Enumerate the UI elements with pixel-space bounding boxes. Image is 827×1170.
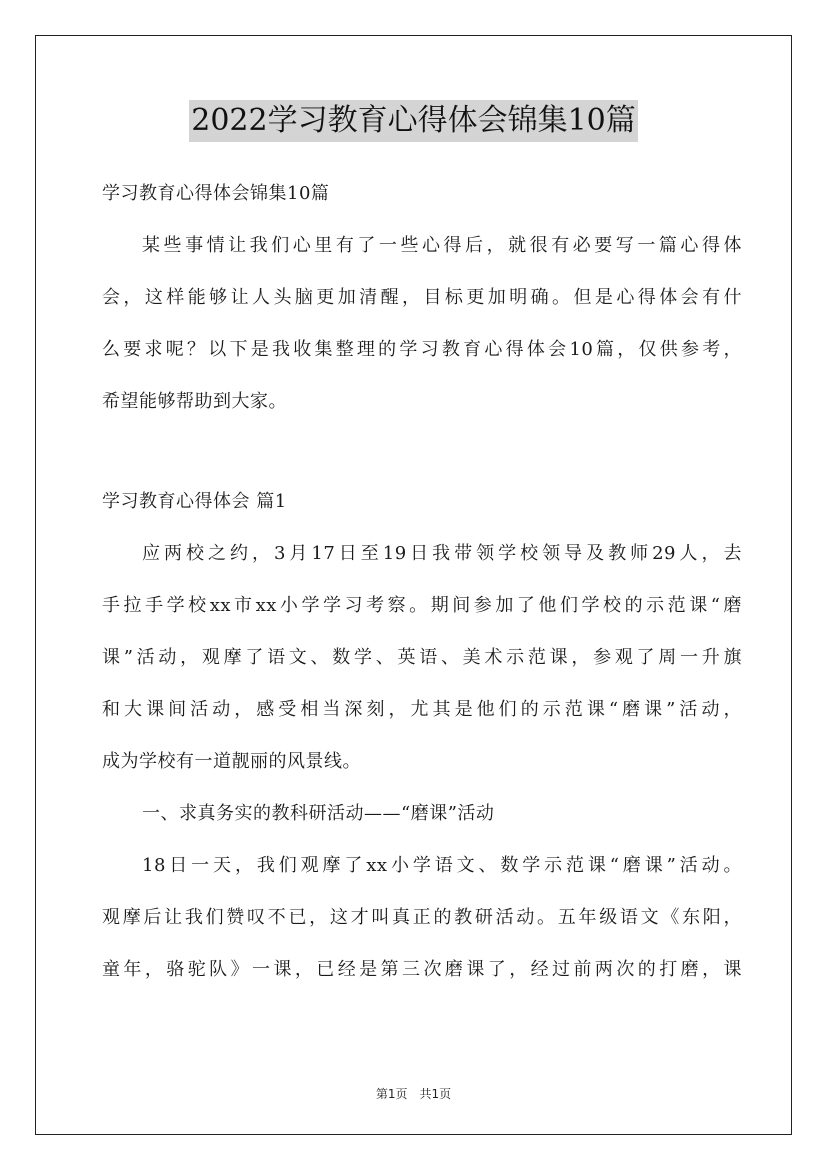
document-title: 2022学习教育心得体会锦集10篇 xyxy=(189,100,638,142)
paragraph-line: 18日一天，我们观摩了xx小学语文、数学示范课“磨课”活动。 xyxy=(142,855,742,876)
document-body xyxy=(102,168,742,996)
paragraph-line: 手拉手学校xx市xx小学学习考察。期间参加了他们学校的示范课“磨 xyxy=(102,595,742,616)
paragraph-line: 童年，骆驼队》一课，已经是第三次磨课了，经过前两次的打磨，课 xyxy=(102,959,742,980)
intro-line: 某些事情让我们心里有了一些心得后，就很有必要写一篇心得体 xyxy=(142,235,742,256)
page-footer xyxy=(0,1085,827,1102)
paragraph-line: 成为学校有一道靓丽的风景线。 xyxy=(102,751,361,772)
paragraph-line: 和大课间活动，感受相当深刻，尤其是他们的示范课“磨课”活动， xyxy=(102,699,742,720)
paragraph-line: 课”活动，观摩了语文、数学、英语、美术示范课，参观了周一升旗 xyxy=(102,647,742,668)
sub-heading: 一、求真务实的教科研活动——“磨课”活动 xyxy=(142,803,495,824)
intro-line: 希望能够帮助到大家。 xyxy=(102,391,287,412)
document-subtitle: 学习教育心得体会锦集10篇 xyxy=(102,183,330,204)
section-spacer xyxy=(102,428,742,476)
paragraph-line: 观摩后让我们赞叹不已，这才叫真正的教研活动。五年级语文《东阳， xyxy=(102,907,742,928)
page-number: 第1页 共1页 xyxy=(375,1087,452,1101)
paragraph-line: 应两校之约，3月17日至19日我带领学校领导及教师29人，去 xyxy=(142,543,742,564)
title-container xyxy=(0,100,827,142)
intro-line: 会，这样能够让人头脑更加清醒，目标更加明确。但是心得体会有什 xyxy=(102,287,742,308)
section-heading: 学习教育心得体会 篇1 xyxy=(102,491,287,512)
intro-line: 么要求呢？以下是我收集整理的学习教育心得体会10篇，仅供参考， xyxy=(102,339,742,360)
